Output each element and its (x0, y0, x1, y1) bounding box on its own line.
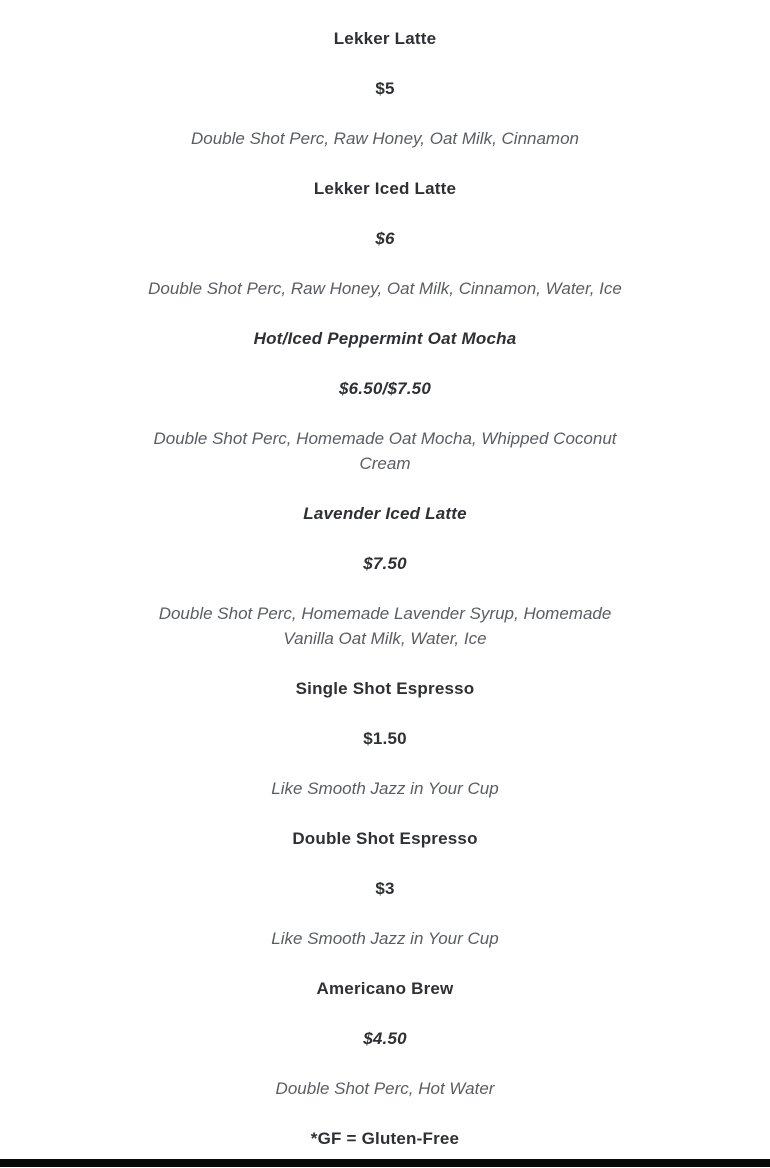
item-name: Lavender Iced Latte (303, 503, 467, 523)
item-name: Single Shot Espresso (295, 678, 475, 698)
menu-item-peppermint-oat-mocha (0, 313, 770, 488)
item-name: Lekker Latte (333, 28, 437, 48)
description-line: Double Shot Perc, Raw Honey, Oat Milk, Cinnamon, Water, Ice (148, 278, 622, 298)
menu-item-double-shot-espresso (0, 813, 770, 963)
menu-item-americano-brew (0, 963, 770, 1113)
item-price: $1.50 (363, 728, 407, 748)
item-description (0, 588, 770, 663)
item-description (0, 763, 770, 813)
item-price: $7.50 (363, 553, 407, 573)
menu-item-lavender-iced-latte (0, 488, 770, 663)
description-line: Double Shot Perc, Homemade Oat Mocha, Whipped Coconut (153, 428, 617, 448)
description-line: Like Smooth Jazz in Your Cup (271, 778, 499, 798)
item-price: $4.50 (363, 1028, 407, 1048)
item-description (0, 413, 770, 488)
item-description (0, 1063, 770, 1113)
item-price: $6 (375, 228, 395, 248)
item-name: Hot/Iced Peppermint Oat Mocha (253, 328, 517, 348)
menu-item-lekker-latte (0, 13, 770, 163)
item-price: $5 (375, 78, 395, 98)
item-price: $6.50/$7.50 (338, 378, 431, 398)
item-description (0, 263, 770, 313)
item-name: Americano Brew (316, 978, 454, 998)
description-line: Double Shot Perc, Homemade Lavender Syrup, Homemade (158, 603, 612, 623)
item-name: Double Shot Espresso (292, 828, 478, 848)
gluten-free-footnote: *GF = Gluten-Free (310, 1128, 460, 1148)
footer-divider-bar (0, 1159, 770, 1167)
description-line: Vanilla Oat Milk, Water, Ice (283, 628, 487, 648)
description-line: Like Smooth Jazz in Your Cup (271, 928, 499, 948)
item-description (0, 913, 770, 963)
item-price: $3 (375, 878, 395, 898)
menu-item-single-shot-espresso (0, 663, 770, 813)
description-line: Double Shot Perc, Raw Honey, Oat Milk, Cinnamon (190, 128, 580, 148)
description-line: Double Shot Perc, Hot Water (275, 1078, 495, 1098)
description-line: Cream (359, 453, 411, 473)
item-name: Lekker Iced Latte (313, 178, 457, 198)
menu-item-lekker-iced-latte (0, 163, 770, 313)
item-description (0, 113, 770, 163)
